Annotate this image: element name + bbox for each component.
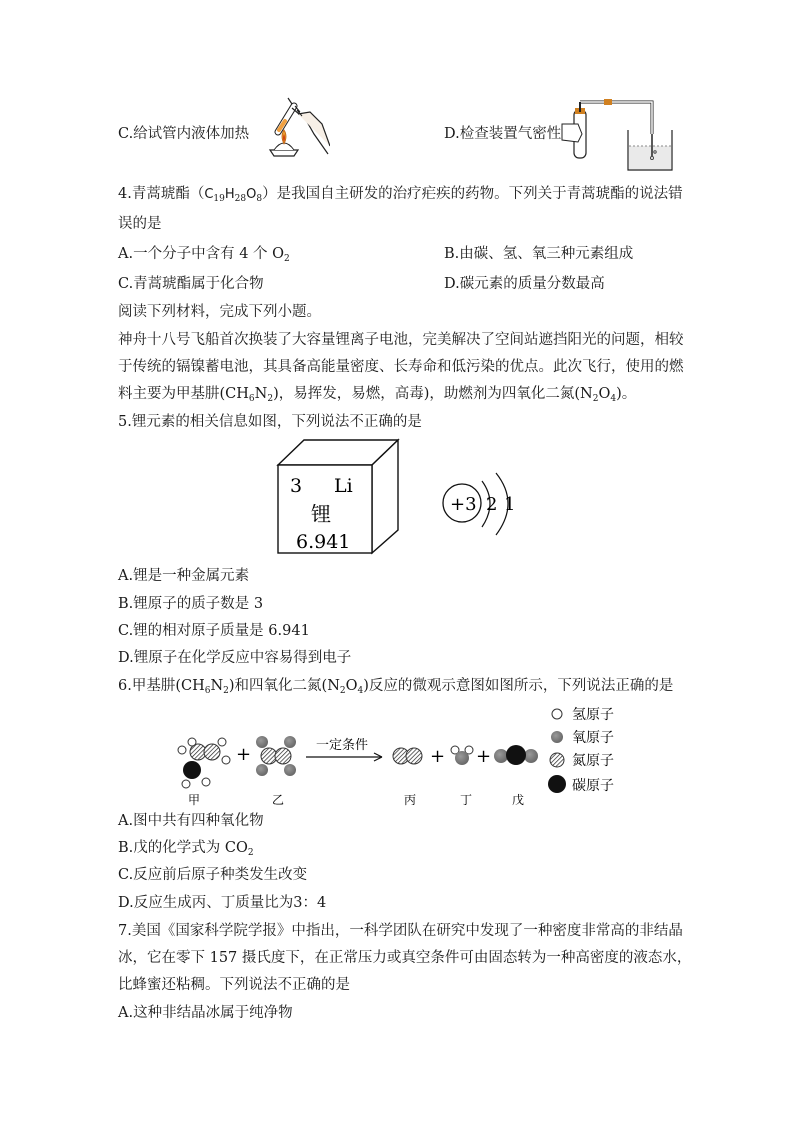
q4-option-c: C.青蒿琥酯属于化合物 bbox=[118, 276, 264, 292]
q6-option-c: C.反应前后原子种类发生改变 bbox=[118, 867, 308, 883]
heating-test-tube-illustration bbox=[248, 94, 330, 158]
q3-option-c: C.给试管内液体加热 bbox=[118, 126, 250, 142]
label-bing: 丙 bbox=[404, 793, 417, 807]
atomic-number: 3 bbox=[290, 475, 303, 497]
q5-option-d: D.锂原子在化学反应中容易得到电子 bbox=[118, 650, 352, 666]
plus-3: + bbox=[476, 746, 492, 767]
material-line-2: 于传统的镉镍蓄电池，其具备高能量密度、长寿命和低污染的优点。此次飞行，使用的燃 bbox=[118, 359, 684, 375]
airtightness-check-illustration bbox=[556, 94, 676, 174]
reaction-condition: 一定条件 bbox=[316, 738, 369, 753]
q4-option-b: B.由碳、氢、氧三种元素组成 bbox=[444, 246, 634, 262]
legend-carbon: 碳原子 bbox=[572, 778, 614, 794]
legend-hydrogen: 氢原子 bbox=[572, 707, 614, 723]
atom-legend bbox=[548, 707, 614, 794]
q6-stem: 6.甲基肼$(CH_6N_2)$和四氧化二氮$(N_2O_4)$反应的微观示意图如图所示，下列说法正确的是 bbox=[118, 678, 674, 696]
q6-option-a: A.图中共有四种氧化物 bbox=[118, 813, 264, 829]
plus-2: + bbox=[430, 746, 446, 767]
q5-option-c: C.锂的相对原子质量是 6.941 bbox=[118, 623, 310, 639]
q7-stem-line3: 比蜂蜜还粘稠。下列说法不正确的是 bbox=[118, 977, 350, 993]
element-symbol: Li bbox=[334, 475, 353, 497]
label-ding: 丁 bbox=[460, 793, 473, 807]
legend-carbon-swatch bbox=[548, 775, 566, 793]
molecule-ding bbox=[451, 746, 473, 765]
reaction-micro-diagram bbox=[168, 700, 628, 810]
material-intro: 阅读下列材料，完成下列小题。 bbox=[118, 304, 321, 320]
lithium-info-figure bbox=[276, 437, 526, 557]
material-line-1: 神舟十八号飞船首次换装了大容量锂离子电池，完美解决了空间站遮挡阳光的问题，相较 bbox=[118, 332, 684, 348]
q4-option-d: D.碳元素的质量分数最高 bbox=[444, 276, 605, 292]
label-jia: 甲 bbox=[188, 793, 201, 807]
molecule-bing bbox=[393, 748, 422, 764]
legend-oxygen-swatch bbox=[551, 731, 563, 743]
relative-atomic-mass: 6.941 bbox=[296, 531, 351, 553]
q7-stem-line1: 7.美国《国家科学院学报》中指出，一科学团队在研究中发现了一种密度非常高的非结晶 bbox=[118, 923, 683, 939]
material-line-3: 料主要为甲基肼$(CH_6N_2)$，易挥发，易燃，高毒)，助燃剂为四氧化二氮$(N_2O_4)$。 bbox=[118, 386, 637, 404]
shell-1-electrons: 2 bbox=[486, 494, 498, 515]
q7-stem-line2: 冰，它在零下 157 摄氏度下，在正常压力或真空条件可由固态转为一种高密度的液态水， bbox=[118, 950, 692, 966]
shell-2-electrons: 1 bbox=[504, 494, 516, 515]
q6-option-b: B.戊的化学式为 $CO_2$ bbox=[118, 840, 254, 858]
q4-stem-line2: 误的是 bbox=[118, 216, 162, 232]
q6-option-d: D.反应生成丙、丁质量比为3：4 bbox=[118, 895, 327, 911]
legend-oxygen: 氧原子 bbox=[572, 730, 614, 746]
q4-option-a: A.一个分子中含有 4 个 $O_2$ bbox=[118, 246, 290, 264]
q7-option-a: A.这种非结晶冰属于纯净物 bbox=[118, 1005, 293, 1021]
nuclear-charge: +3 bbox=[450, 494, 477, 515]
legend-nitrogen: 氮原子 bbox=[572, 753, 614, 769]
plus-1: + bbox=[236, 744, 252, 765]
label-wu: 戊 bbox=[512, 793, 525, 807]
q5-option-b: B.锂原子的质子数是 3 bbox=[118, 596, 264, 612]
legend-hydrogen-swatch bbox=[552, 709, 562, 719]
molecule-wu bbox=[494, 745, 538, 765]
q4-stem: 4.青蒿琥酯$(C_{19}H_{28}O_8)$是我国自主研发的治疗疟疾的药物。下列关于青蒿琥酯的说法错 bbox=[118, 186, 683, 204]
q5-option-a: A.锂是一种金属元素 bbox=[118, 568, 250, 584]
molecule-jia bbox=[178, 738, 230, 788]
molecule-yi bbox=[256, 736, 296, 776]
element-name: 锂 bbox=[311, 502, 331, 526]
legend-nitrogen-swatch bbox=[550, 753, 564, 767]
q3-option-d: D.检查装置气密性 bbox=[444, 126, 562, 142]
label-yi: 乙 bbox=[272, 793, 285, 807]
q5-stem: 5.锂元素的相关信息如图，下列说法不正确的是 bbox=[118, 414, 422, 430]
